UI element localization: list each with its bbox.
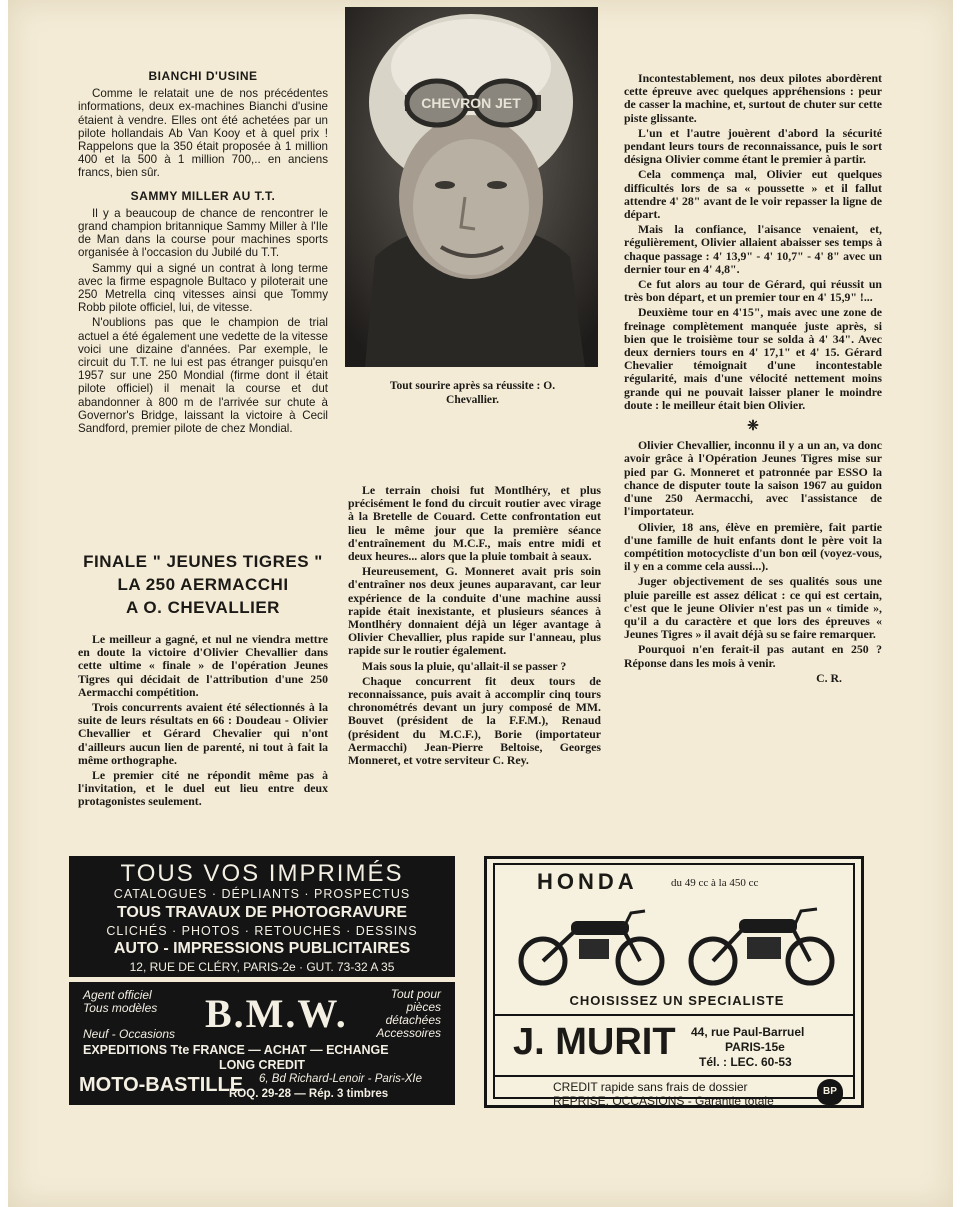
finale-p2: Trois concurrents avaient été sélectionnés à la suite de leurs résultats en 66 : Doudeau - Olivier Chevallier et Gérard Chevalier qui n'ont d'ailleurs aucun lien de parenté, ni tout à fait la même orthographe. — [78, 700, 328, 767]
print-ad-line5: AUTO - IMPRESSIONS PUBLICITAIRES — [113, 940, 411, 957]
honda-divider-2 — [495, 1075, 853, 1077]
right-column — [624, 72, 882, 685]
middle-p4: Chaque concurrent fit deux tours de reconnaissance, puis avait à accomplir cinq tours chronométrés devant un jury composé de MM. Bouvet (président de la F.F.M.), Renaud (président du M.C.F.), Borie (importateur Aermacchi) Jean-Pierre Beltoise, Georges Monneret, et votre serviteur C. Rey. — [348, 673, 601, 768]
middle-p2: Heureusement, G. Monneret avait pris soin d'entraîner nos deux jeunes auparavant, car leur expérience de la conduite d'une machine aussi rapide était inexistante, et plusieurs séances à Montlhéry donnaient déjà un léger avantage à Olivier Chevallier, plus rapide sur l'anneau, plus rapide sur le routier également. — [348, 564, 601, 658]
honda-divider — [495, 1014, 853, 1016]
bmw-parts-l1: Tout pour — [390, 987, 441, 1001]
finale-body — [78, 633, 328, 811]
dealer-name: J. MURIT — [513, 1021, 676, 1063]
right-p5: Ce fut alors au tour de Gérard, qui réussit un très bon départ, et un premier tour en 4' 15,9" !... — [624, 277, 882, 305]
motorcycle-left-icon — [521, 911, 662, 983]
right-p2: L'un et l'autre jouèrent d'abord la sécurité pendant leurs tours de reconnaissance, puis le sort désigna Olivier comme étant le premier à partir. — [624, 125, 882, 167]
finale-title-line3: A O. CHEVALLIER — [126, 598, 280, 617]
bmw-advertisement — [69, 982, 455, 1105]
rider-portrait-image — [345, 7, 598, 367]
honda-ad-frame — [493, 863, 855, 1108]
sammy-title: SAMMY MILLER AU T.T. — [130, 188, 276, 203]
dealer-city: PARIS-15e — [725, 1040, 785, 1054]
bmw-credit: LONG CREDIT — [218, 1058, 306, 1072]
bmw-neuf: Neuf - Occasions — [83, 1027, 176, 1041]
right-p9: Juger objectivement de ses qualités sous une pluie pareille est assez délicat : ce qui est certain, c'est que le jeune Olivier n'est pas un « timide », qu'il a du caractère et que lors des épreuves « Jeunes Tigres » il avait déjà su se faire remarquer. — [624, 574, 882, 642]
bmw-brand: B.M.W. — [205, 991, 348, 1036]
bmw-shop: MOTO-BASTILLE — [79, 1074, 244, 1096]
section-separator-icon: ❈ — [747, 419, 759, 435]
right-p1: Incontestablement, nos deux pilotes abordèrent cette épreuve avec quelques appréhensions : peur de casser la machine, et, surtout de chuter sur cette piste glissante. — [624, 71, 882, 125]
dealer-tel: Tél. : LEC. 60-53 — [699, 1055, 792, 1069]
finale-title-line2: LA 250 AERMACCHI — [117, 575, 289, 594]
right-p10: Pourquoi n'en ferait-il pas autant en 250 ? Réponse dans les mois à venir. — [624, 642, 882, 670]
right-p8: Olivier, 18 ans, élève en première, fait partie d'une famille de huit enfants dont le père voit la compétition motocycliste d'un bon œil (voyez-vous, il y en a comme cela aussi...). — [624, 519, 882, 574]
finale-p1: Le meilleur a gagné, et nul ne viendra mettre en doute la victoire d'Olivier Chevallier dans cette ultime « finale » de l'opération Jeunes Tigres qui décidait de l'attribution d'une 250 Aermacchi compétition. — [78, 632, 328, 699]
finale-heading — [78, 550, 328, 619]
middle-p1: Le terrain choisi fut Montlhéry, et plus précisément le fond du circuit routier avec virage à la Bretelle de Couard. Cette confrontation eut lieu le même jour que la première séance d'entraînement du M.C.F., mais entre midi et deux heures... alors que la pluie tombait à seaux. — [348, 483, 601, 564]
print-ad-line4: CLICHÉS · PHOTOS · RETOUCHES · DESSINS — [106, 924, 418, 938]
right-p6: Deuxième tour en 4'15", mais avec une zone de freinage complètement manquée juste après, si bien que le troisième tour se solda à 4' 34". Avec deux derniers tours en 4' 17,1" et 4' 15. Gérard Chevalier témoignait d'une incontestable régularité, mais d'une vélocité nettement moins grande qui ne pouvait laisser planer le moindre doute : le meilleur était bien Olivier. — [624, 305, 882, 412]
goggles-text: CHEVRON JET — [421, 95, 521, 111]
bmw-parts — [376, 988, 441, 1040]
bmw-parts-l2: pièces — [406, 1000, 441, 1014]
sammy-p2: Sammy qui a signé un contrat à long terme avec la firme espagnole Bultaco y piloterait une 250 Metrella cinq vitesses ainsi que Tommy Robb pilote officiel, lui, de vitesse. — [78, 261, 328, 315]
bianchi-title: BIANCHI D'USINE — [148, 69, 258, 83]
sammy-p1: Il y a beaucoup de chance de rencontrer le grand champion britannique Sammy Miller à l'Ile de Man dans la course pour machines sports organisée à l'occasion du Jubilé du T.T. — [78, 206, 328, 260]
credit-line2: REPRISE, OCCASIONS - Garantie totale — [553, 1094, 774, 1108]
print-ad-line6: 12, RUE DE CLÉRY, PARIS-2e · GUT. 73-32 A 35 — [129, 960, 395, 974]
bmw-expeditions: EXPEDITIONS Tte FRANCE — ACHAT — ECHANGE — [83, 1043, 389, 1057]
middle-p3: Mais sous la pluie, qu'allait-il se passer ? — [362, 658, 567, 673]
bp-logo-text: BP — [823, 1086, 837, 1097]
left-column — [78, 62, 328, 437]
print-ad-line3: TOUS TRAVAUX DE PHOTOGRAVURE — [116, 904, 408, 921]
sammy-p3: N'oublions pas que le champion de trial actuel a été également une vedette de la vitesse voici une dizaine d'années. Par exemple, le circuit du T.T. ne lui est pas étranger puisqu'en 1957 sur une 250 Mondial (firme dont il était pilote officiel) il menait la course et dut abandonner à 800 m de l'arrivée sur chute à Governor's Bridge, laissant la victoire à Cecil Sandford, premier pilote de chez Mondial. — [78, 316, 328, 436]
print-ad-line1: TOUS VOS IMPRIMÉS — [120, 860, 404, 887]
printing-advertisement — [69, 856, 455, 977]
rider-photo — [345, 7, 598, 367]
bp-logo-icon — [817, 1079, 843, 1105]
honda-tagline: CHOISISSEZ UN SPECIALISTE — [569, 993, 785, 1008]
credit-line1: CREDIT rapide sans frais de dossier — [553, 1080, 748, 1094]
bmw-models: Tous modèles — [83, 1001, 158, 1015]
bmw-agent: Agent officiel — [83, 988, 152, 1002]
honda-range: du 49 cc à la 450 cc — [671, 877, 759, 889]
motorcycles-illustration — [505, 899, 845, 989]
right-p7: Olivier Chevallier, inconnu il y a un an, va donc avoir grâce à l'Opération Jeunes Tigres mise sur pied par G. Monneret et patronnée par ESSO la chance de disputer toute la saison 1967 au guidon d'une 250 Aermacchi, avec l'assistance de l'importateur. — [624, 438, 882, 519]
motorcycle-right-icon — [691, 909, 832, 983]
finale-p3: Le premier cité ne répondit même pas à l'invitation, et le duel eut lieu entre deux protagonistes seulement. — [78, 768, 328, 809]
bmw-address: 6, Bd Richard-Lenoir - Paris-XIe — [259, 1073, 422, 1085]
right-p4: Mais la confiance, l'aisance venaient, et, régulièrement, Olivier allaient abaisser ses temps à chaque passage : 4' 13,9" - 4' 10,7" - 4' 8" avec un dernier tour en 4' 4,8". — [624, 222, 882, 276]
photo-caption: Tout sourire après sa réussite : O. Chevallier. — [389, 380, 556, 406]
bmw-parts-l4: Accessoires — [376, 1026, 441, 1040]
finale-title-line1: FINALE " JEUNES TIGRES " — [83, 552, 323, 571]
print-ad-line2: CATALOGUES · DÉPLIANTS · PROSPECTUS — [113, 887, 411, 901]
author-signature: C. R. — [816, 670, 842, 685]
bianchi-text: Comme le relatait une de nos précédentes informations, deux ex-machines Bianchi d'usine étaient à vendre. Elles ont été achetées par un pilote hollandais Ab Van Kooy et à quel prix ! Rappelons que la 350 était proposée à 1 million 400 et la 500 à 1 million 700,.. en anciens francs, bien sûr. — [78, 87, 328, 180]
right-p3: Cela commença mal, Olivier eut quelques difficultés lors de sa « poussette » et il fallut attendre 4' 28" avant de le voir repasser la ligne de départ. — [624, 167, 882, 222]
dealer-street: 44, rue Paul-Barruel — [691, 1025, 805, 1039]
honda-advertisement — [484, 856, 864, 1108]
honda-brand: HONDA — [537, 869, 638, 894]
bmw-phone: ROQ. 29-28 — Rép. 3 timbres — [229, 1088, 389, 1100]
bmw-parts-l3: détachées — [385, 1013, 441, 1027]
middle-column — [348, 484, 601, 769]
